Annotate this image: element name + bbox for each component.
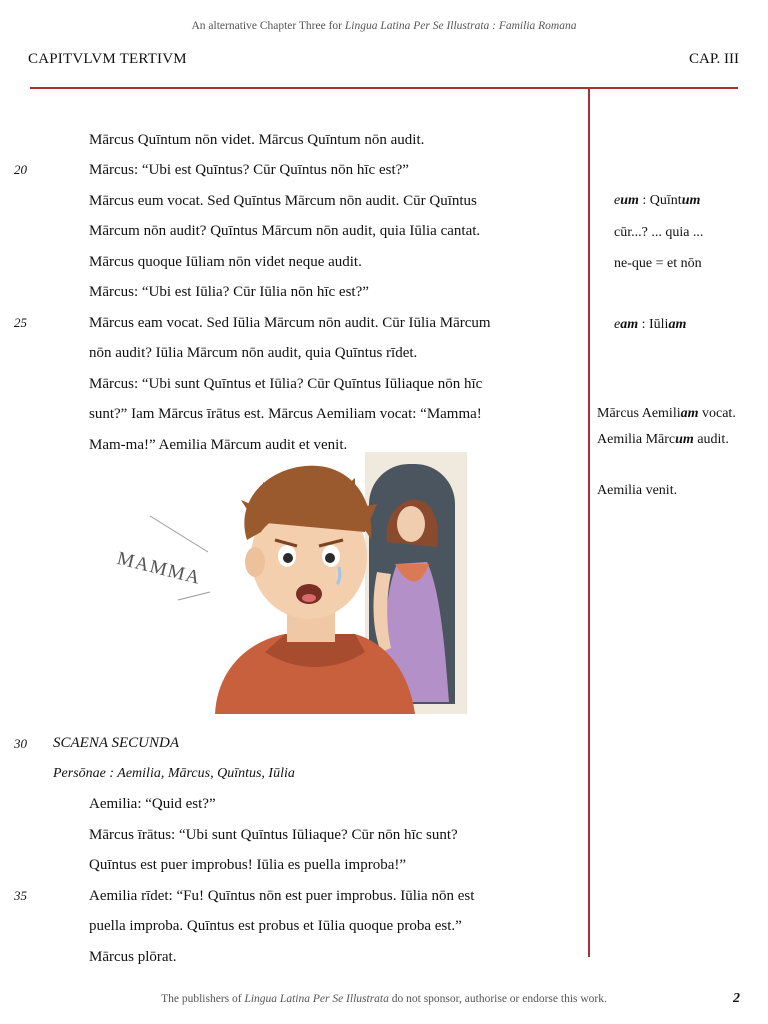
margin-note-eam: eam : Iūliam [614, 317, 687, 332]
footer-note: The publishers of Lingua Latina Per Se Illustrata do not sponsor, authorise or endorse this work. [161, 993, 607, 1005]
margin-rule [588, 87, 590, 957]
line-number: 30 [14, 736, 27, 751]
margin-note-eum: eum : Quīntum [614, 193, 701, 208]
margin-note-venit: Aemilia venit. [597, 483, 678, 498]
chapter-abbr: CAP. III [688, 51, 739, 67]
text-line: Mārcus plōrat. [89, 949, 177, 965]
text-line: Mārcus eam vocat. Sed Iūlia Mārcum nōn audit. Cūr Iūlia Mārcum [89, 315, 491, 331]
line-number: 20 [14, 162, 27, 177]
text-line: Mārcum nōn audit? Quīntus Mārcum nōn audit, quia Iūlia cantat. [89, 223, 481, 239]
margin-note-vocat: Mārcus Aemiliam vocat. [597, 406, 736, 421]
top-note: An alternative Chapter Three for Lingua Latina Per Se Illustrata : Familia Romana [191, 20, 577, 32]
page-number: 2 [733, 991, 740, 1006]
text-line: Aemilia rīdet: “Fu! Quīntus nōn est puer improbus. Iūlia nōn est [89, 888, 475, 904]
text-line: nōn audit? Iūlia Mārcum nōn audit, quia Quīntus rīdet. [89, 345, 418, 361]
text-line: Mārcus Quīntum nōn videt. Mārcus Quīntum nōn audit. [89, 132, 425, 148]
line-number: 25 [14, 315, 27, 330]
text-line: sunt?” Iam Mārcus īrātus est. Mārcus Aemiliam vocat: “Mamma! [89, 406, 482, 422]
text-line: Mārcus: “Ubi sunt Quīntus et Iūlia? Cūr Quīntus Iūliaque nōn hīc [89, 376, 483, 392]
scene-title: SCAENA SECUNDA [53, 735, 179, 751]
margin-note-neque: ne-que = et nōn [614, 256, 702, 271]
margin-note-audit: Aemilia Mārcum audit. [597, 432, 729, 447]
illustration-drawing [205, 452, 467, 714]
text-line: Mārcus: “Ubi est Quīntus? Cūr Quīntus nōn hīc est?” [89, 162, 409, 178]
personae: Persōnae : Aemilia, Mārcus, Quīntus, Iūlia [53, 766, 295, 781]
chapter-title: CAPITVLVM TERTIVM [28, 51, 187, 67]
text-line: Aemilia: “Quid est?” [89, 796, 216, 812]
header-rule [30, 87, 738, 89]
text-line: Mārcus eum vocat. Sed Quīntus Mārcum nōn audit. Cūr Quīntus [89, 193, 477, 209]
shout-text: MAMMA [114, 548, 204, 590]
text-line: Mārcus īrātus: “Ubi sunt Quīntus Iūliaque? Cūr nōn hīc sunt? [89, 827, 458, 843]
text-line: Mārcus quoque Iūliam nōn videt neque audit. [89, 254, 362, 270]
text-line: Mam-ma!” Aemilia Mārcum audit et venit. [89, 437, 348, 453]
text-line: puella improba. Quīntus est probus et Iūlia quoque proba est.” [89, 918, 462, 934]
margin-note-cur: cūr...? ... quia ... [614, 225, 704, 240]
text-line: Quīntus est puer improbus! Iūlia es puella improba!” [89, 857, 407, 873]
line-number: 35 [14, 888, 27, 903]
illustration [205, 452, 467, 714]
text-line: Mārcus: “Ubi est Iūlia? Cūr Iūlia nōn hīc est?” [89, 284, 369, 300]
